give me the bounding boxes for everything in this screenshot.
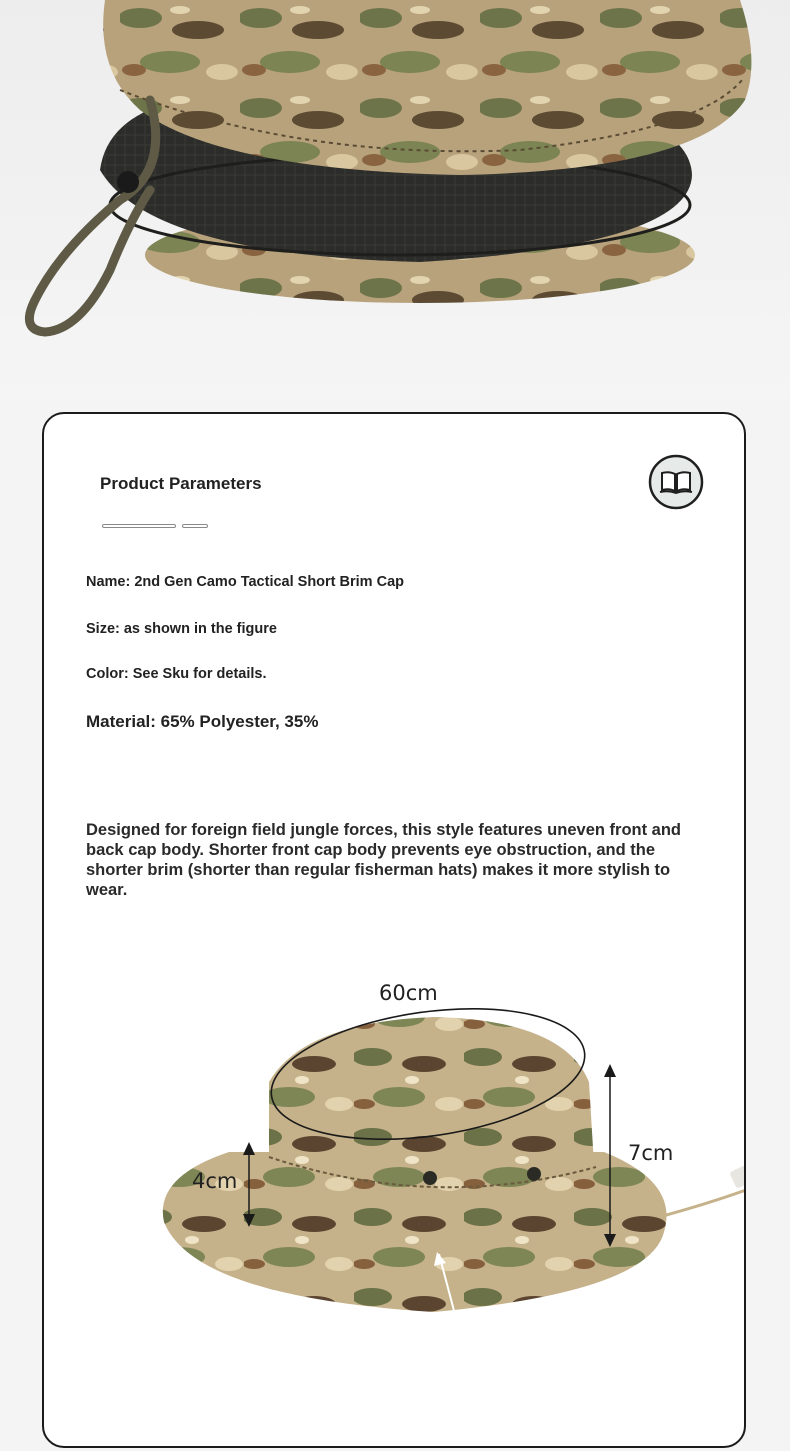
title-underline-long [102,524,176,528]
hat-crown [269,1017,596,1230]
dimension-side-height: 4cm [192,1169,238,1193]
dimension-brim-width: 5cm [468,1327,514,1351]
param-size: Size: as shown in the figure [86,621,277,637]
product-parameters-card [42,412,746,1448]
param-color: Color: See Sku for details. [86,666,267,682]
dimension-circumference: 60cm [379,981,438,1005]
param-name: Name: 2nd Gen Camo Tactical Short Brim Cap [86,574,404,590]
param-material: Material: 65% Polyester, 35% [86,712,319,731]
stacked-hats-image [0,0,790,400]
open-book-icon [648,454,704,510]
title-underline-short [182,524,208,528]
hero-product-photo [0,0,790,400]
product-description: Designed for foreign field jungle forces, this style features uneven front and back cap body. Shorter front cap body prevents eye obstruction, and the shorter brim (shorter than regular fisherman hats) makes it more stylish to wear. [86,821,682,899]
dimension-crown-height: 7cm [628,1141,674,1165]
hat-dimension-figure [134,962,746,1382]
section-title: Product Parameters [100,474,262,493]
